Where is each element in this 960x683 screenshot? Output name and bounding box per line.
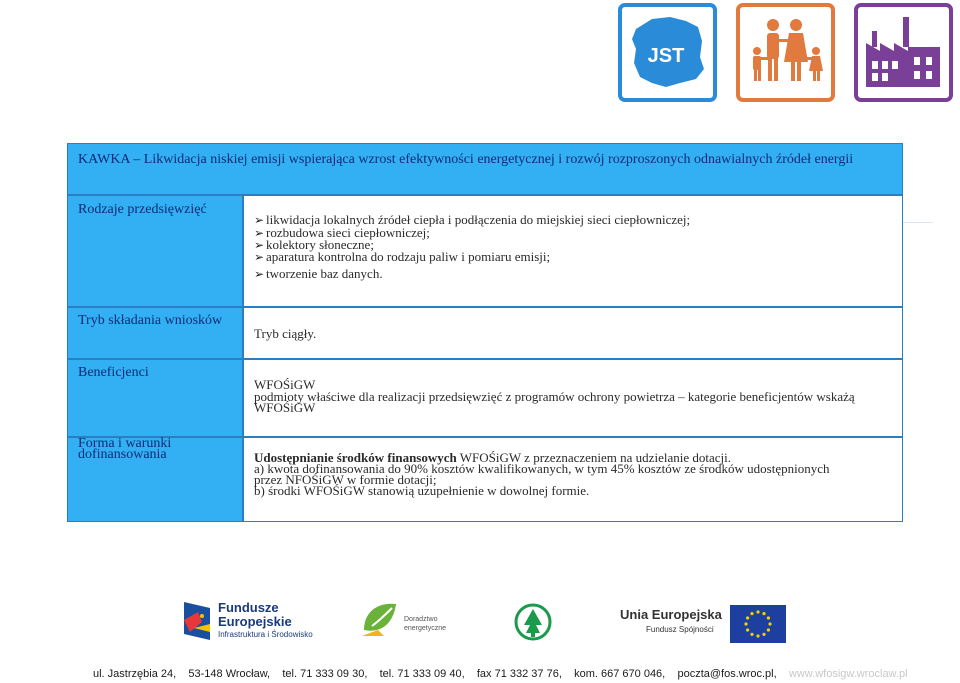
row-label-forma-line2: dofinansowania — [78, 447, 167, 462]
forma-line: Udostępnianie środków finansowych WFOŚiGW z przeznaczeniem na udzielanie dotacji. — [254, 450, 731, 465]
arrow-bullet-icon: ➢ — [254, 238, 265, 252]
beneficjenci-line: WFOŚiGW — [254, 400, 316, 415]
list-item: ➢ kolektory słoneczne; — [254, 237, 374, 252]
list-item: ➢ aparatura kontrolna do rodzaju paliw i pomiaru emisji; — [254, 249, 551, 264]
arrow-bullet-icon: ➢ — [254, 267, 265, 281]
address-email: poczta@fos.wroc.pl, — [677, 668, 777, 680]
doradztwo-leaf-icon — [360, 600, 402, 640]
forma-line: b) środki WFOŚiGW stanowią uzupełnienie w dowolnej formie. — [254, 483, 590, 498]
forma-line: a) kwota dofinansowania do 90% kosztów kwalifikowanych, w tym 45% kosztów ze środków udostępnionych — [254, 461, 830, 476]
factory-icon — [854, 3, 953, 102]
wfosigw-tree-logo — [514, 603, 554, 643]
row-label-cell-rodzaje — [67, 195, 243, 307]
row-value-cell-forma — [243, 437, 903, 522]
beneficjenci-line: WFOŚiGW — [254, 377, 316, 392]
jst-poland-map-icon — [618, 3, 717, 102]
forma-bold-text: Udostępnianie środków finansowych — [254, 450, 457, 465]
row-label-cell-tryb — [67, 307, 243, 359]
address-url-link[interactable]: www.wfosigw.wroclaw.pl — [788, 668, 908, 680]
row-label-beneficjenci: Beneficjenci — [78, 365, 149, 380]
ue-line2: Fundusz Spójności — [646, 625, 714, 634]
ue-line1: Unia Europejska — [620, 607, 722, 622]
doradztwo-energetyczne-logo — [360, 598, 460, 644]
address-city: 53-148 Wrocław, — [188, 668, 271, 680]
row-label-cell-beneficjenci — [67, 359, 243, 437]
row-value-cell-tryb — [243, 307, 903, 359]
row-value-cell-beneficjenci — [243, 359, 903, 437]
address-tel1: tel. 71 333 09 30, — [282, 668, 368, 680]
eu-flag-icon — [730, 605, 786, 643]
fundusze-line2: Europejskie — [218, 614, 292, 629]
fundusze-line1: Fundusze — [218, 600, 279, 615]
forma-line: przez NFOŚiGW w formie dotacji; — [254, 472, 437, 487]
row-label-rodzaje: Rodzaje przedsięwzięć — [78, 202, 207, 217]
address-mobile: kom. 667 670 046, — [574, 668, 666, 680]
row-label-tryb: Tryb składania wniosków — [78, 313, 223, 328]
row-value-tryb: Tryb ciągły. — [254, 326, 317, 341]
list-item: ➢ tworzenie baz danych. — [254, 266, 383, 281]
fundusze-flag-icon — [180, 598, 214, 644]
address-tel2: tel. 71 333 09 40, — [379, 668, 465, 680]
fundusze-line3: Infrastruktura i Środowisko — [218, 630, 313, 639]
tree-circle-icon — [514, 603, 552, 641]
row-label-forma-line1: Forma i warunki — [78, 436, 172, 451]
arrow-bullet-icon: ➢ — [254, 226, 265, 240]
beneficjenci-line: podmioty właściwe dla realizacji przedsięwzięć z programów ochrony powietrza – kategorie beneficjentów wskażą — [254, 389, 855, 404]
family-icon — [736, 3, 835, 102]
footer-address — [93, 668, 943, 680]
jst-label: JST — [647, 45, 685, 67]
arrow-bullet-icon: ➢ — [254, 250, 265, 264]
table-title: KAWKA – Likwidacja niskiej emisji wspierająca wzrost efektywności energetycznej i rozwój rozproszonych odnawialnych źródeł energii — [78, 152, 854, 167]
fundusze-europejskie-logo — [180, 598, 330, 648]
doradztwo-line1: Doradztwo — [404, 616, 438, 623]
unia-europejska-logo — [620, 605, 790, 651]
arrow-bullet-icon: ➢ — [254, 213, 265, 227]
row-label-cell-forma — [67, 437, 243, 522]
row-value-cell-rodzaje — [243, 195, 903, 307]
doradztwo-line2: energetyczne — [404, 625, 447, 632]
address-fax: fax 71 332 37 76, — [476, 668, 562, 680]
list-item: ➢ likwidacja lokalnych źródeł ciepła i podłączenia do miejskiej sieci ciepłowniczej; — [254, 212, 691, 227]
address-street: ul. Jastrzębia 24, — [93, 668, 177, 680]
list-item: ➢ rozbudowa sieci ciepłowniczej; — [254, 225, 430, 240]
table-header — [67, 143, 903, 195]
